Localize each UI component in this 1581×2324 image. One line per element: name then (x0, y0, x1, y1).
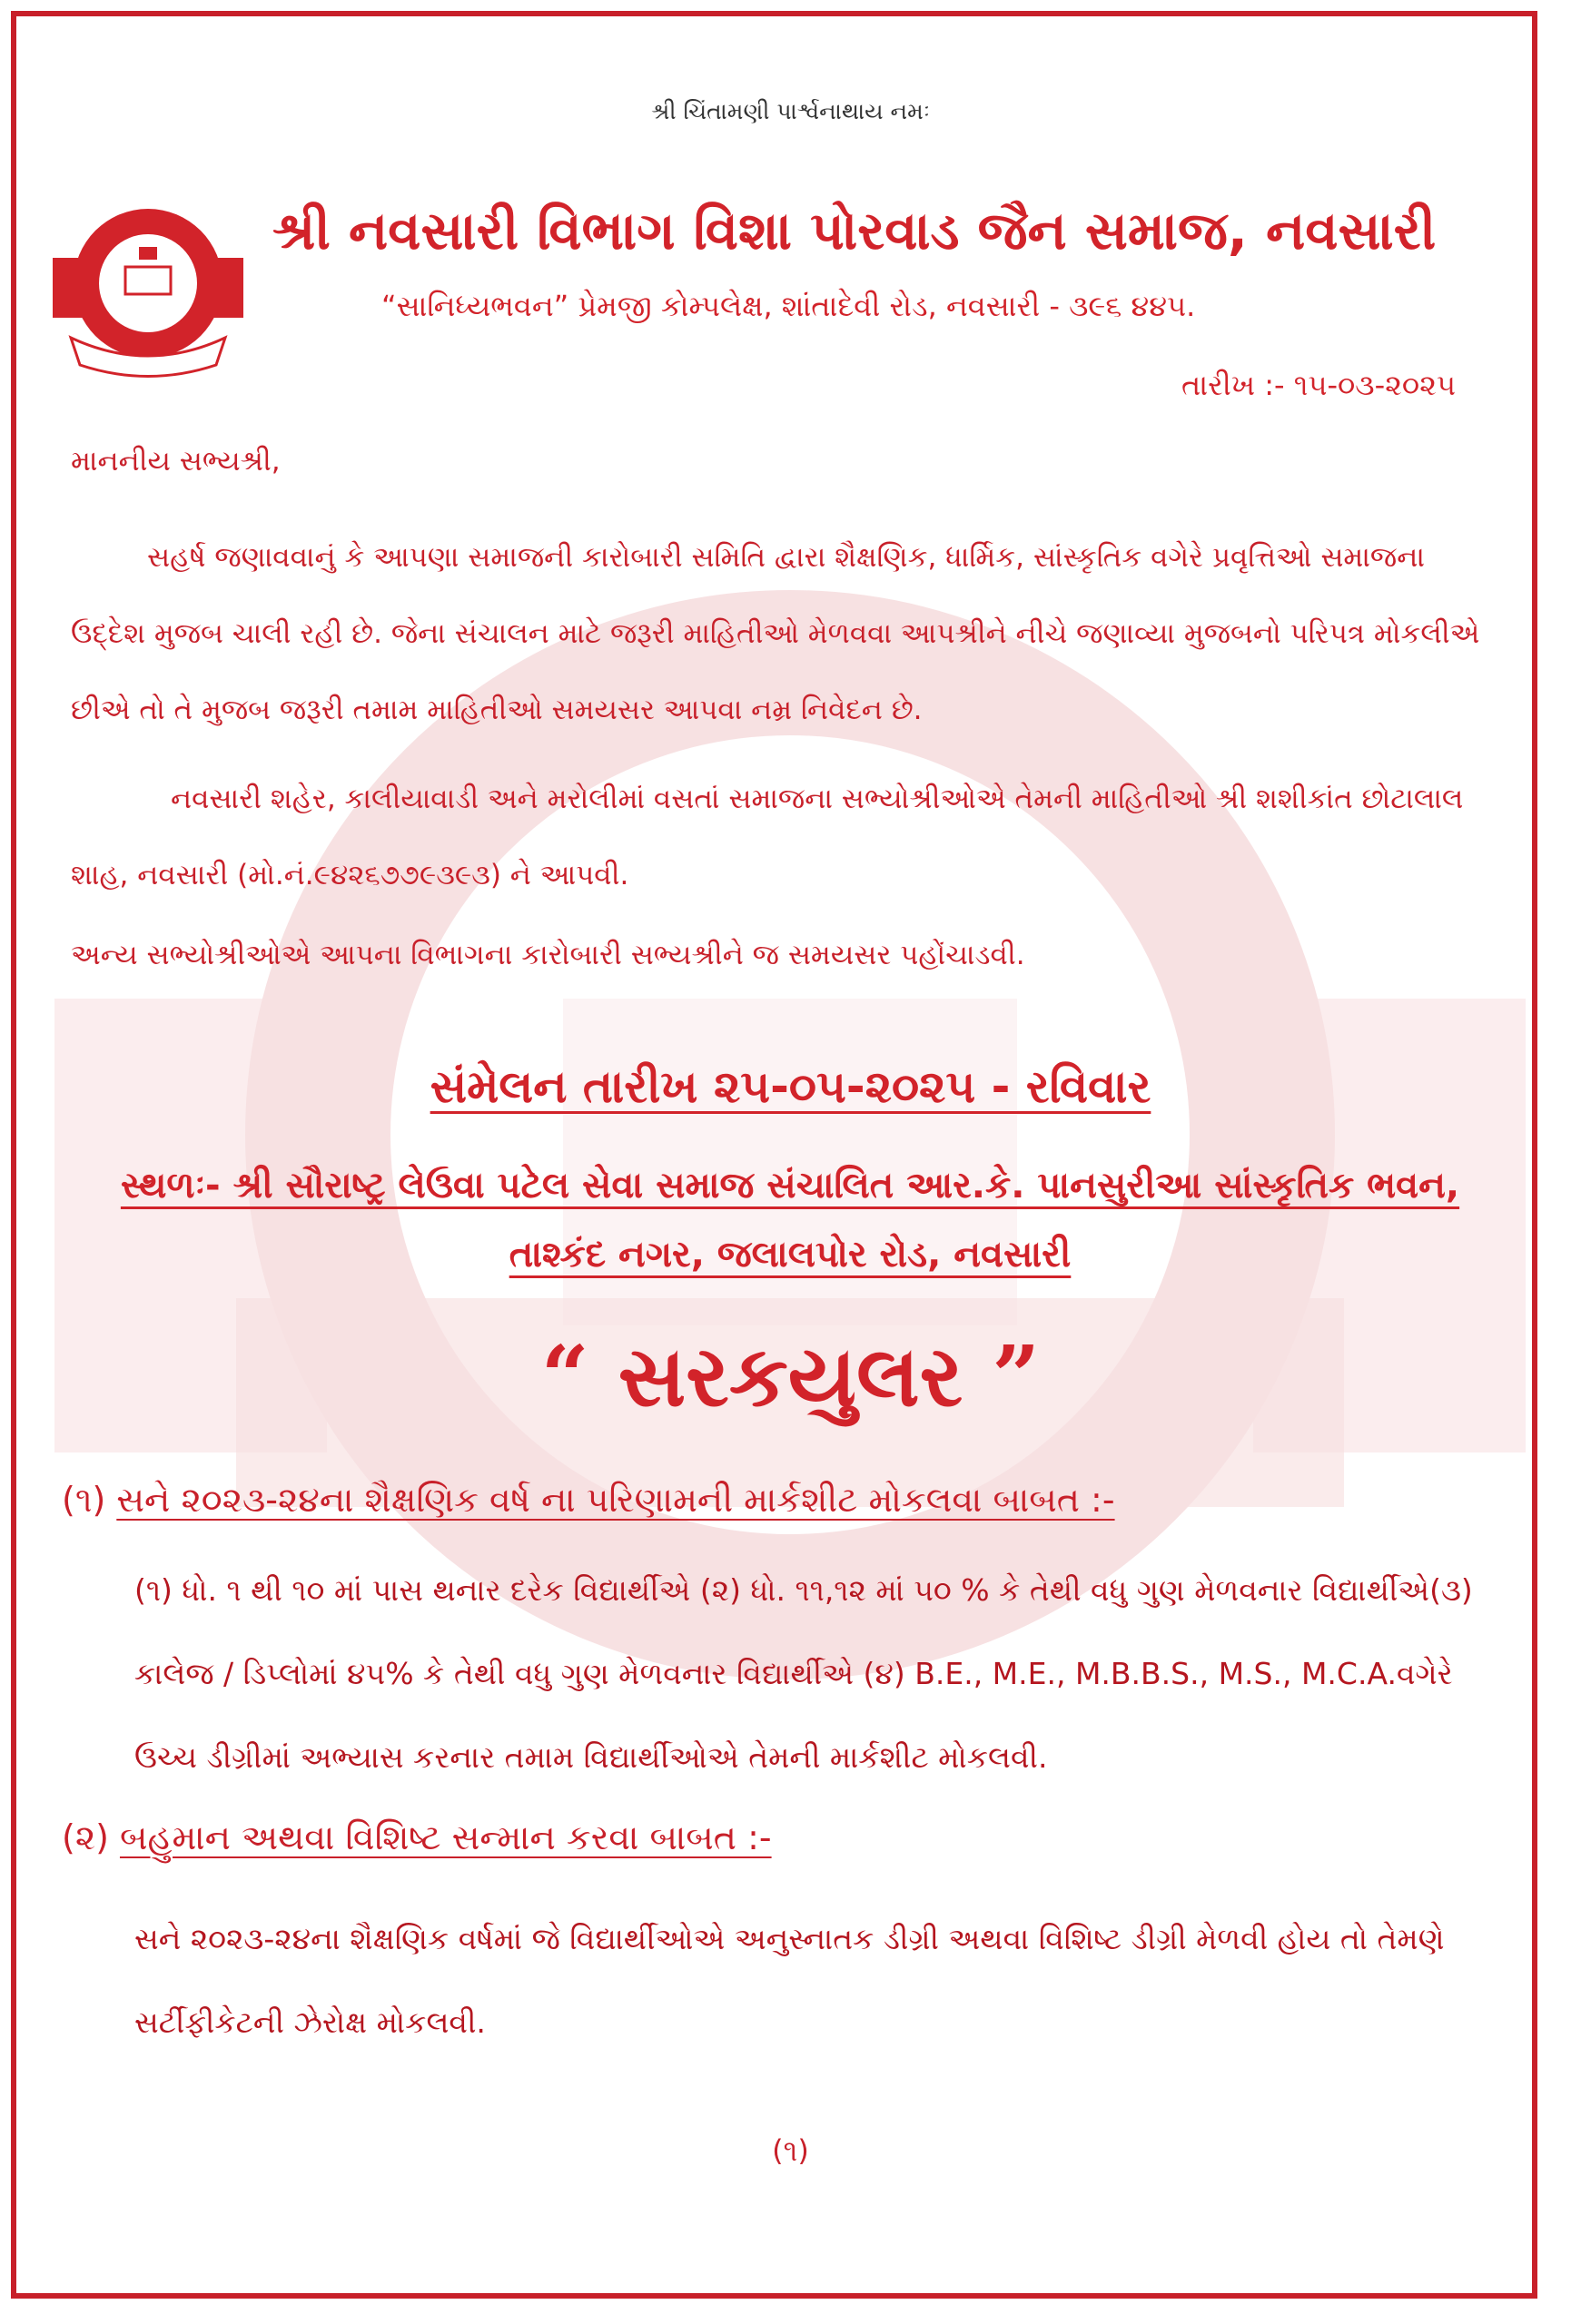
section-number: (૨) (62, 1817, 109, 1857)
contact-paragraph: નવસારી શહેર, કાલીયાવાડી અને મરોલીમાં વસતાં સમાજના સભ્યોશ્રીઓએ તેમની માહિતીઓ શ્રી શશીકાંત છોટાલાલ શાહ, નવસારી (મો.નં.૯૪૨૬૭૭૯૩૯૩) ને આપવી. (71, 783, 1464, 891)
organization-title: શ્રી નવસારી વિભાગ વિશા પોરવાડ જૈન સમાજ, નવસારી (272, 200, 1437, 261)
section-number: (૧) (62, 1480, 106, 1520)
circular-title: “ સરકયુલર ” (540, 1327, 1041, 1425)
event-venue: સ્થળઃ- શ્રી સૌરાષ્ટ્ર લેઉવા પટેલ સેવા સમાજ સંચાલિત આર.કે. પાનસુરીઆ સાંસ્કૃતિક ભવન, તાશ્કંદ નગર, જલાલપોર રોડ, નવસારી (120, 1165, 1460, 1275)
intro-paragraph: સહર્ષ જણાવવાનું કે આપણા સમાજની કારોબારી સમિતિ દ્વારા શૈક્ષણિક, ધાર્મિક, સાંસ્કૃતિક વગેરે પ્રવૃત્તિઓ સમાજના ઉદ્દેશ મુજબ ચાલી રહી છે. જેના સંચાલન માટે જરૂરી માહિતીઓ મેળવવા આપશ્રીને નીચે જણાવ્યા મુજબનો પરિપત્ર મોકલીએ છીએ તો તે મુજબ જરૂરી તમામ માહિતીઓ સમયસર આપવા નમ્ર નિવેદન છે. (71, 541, 1480, 726)
page-number: (૧) (772, 2133, 809, 2168)
event-date (0, 1060, 1581, 1114)
organization-address: “સાનિધ્યભવન” પ્રેમજી કોમ્પલેક્ષ, શાંતાદેવી રોડ, નવસારી - ૩૯૬ ૪૪૫. (381, 289, 1196, 323)
section-2-body: સને ૨૦૨૩-૨૪ના શૈક્ષણિક વર્ષમાં જે વિદ્યાર્થીઓએ અનુસ્નાતક ડીગ્રી અથવા વિશિષ્ટ ડીગ્રી મેળવી હોય તો તેમણે સર્ટીફીકેટની ઝેરોક્ષ મોકલવી. (134, 1921, 1445, 2040)
invocation-line: શ્રી ચિંતામણી પાર્શ્વનાથાય નમઃ (650, 98, 931, 124)
salutation: માનનીય સભ્યશ્રી, (71, 445, 281, 478)
section-1-header (62, 1480, 1115, 1521)
section-2-header (62, 1817, 772, 1858)
letter-date: તારીખ :- ૧૫-૦૩-૨૦૨૫ (1181, 368, 1456, 402)
emblem-logo (53, 192, 243, 383)
section-heading: બહુમાન અથવા વિશિષ્ટ સન્માન કરવા બાબત :- (119, 1817, 772, 1857)
event-date-text: સંમેલન તારીખ ૨૫-૦૫-૨૦૨૫ - રવિવાર (430, 1060, 1151, 1113)
other-members-paragraph: અન્ય સભ્યોશ્રીઓએ આપના વિભાગના કારોબારી સભ્યશ્રીને જ સમયસર પહોંચાડવી. (71, 939, 1025, 971)
section-heading: સને ૨૦૨૩-૨૪ના શૈક્ષણિક વર્ષ ના પરિણામની માર્કશીટ મોકલવા બાબત :- (116, 1480, 1115, 1520)
section-1-body: (૧) ધો. ૧ થી ૧૦ માં પાસ થનાર દરેક વિદ્યાર્થીએ (૨) ધો. ૧૧,૧૨ માં ૫૦ % કે તેથી વધુ ગુણ મેળવનાર વિદ્યાર્થીએ(૩) કાલેજ / ડિપ્લોમાં ૪૫% કે તેથી વધુ ગુણ મેળવનાર વિદ્યાર્થીએ (૪) B.E., M.E., M.B.B.S., M.S., M.C.A.વગેરે ઉચ્ચ ડીગ્રીમાં અભ્યાસ કરનાર તમામ વિદ્યાર્થીઓએ તેમની માર્કશીટ મોકલવી. (134, 1572, 1473, 1775)
